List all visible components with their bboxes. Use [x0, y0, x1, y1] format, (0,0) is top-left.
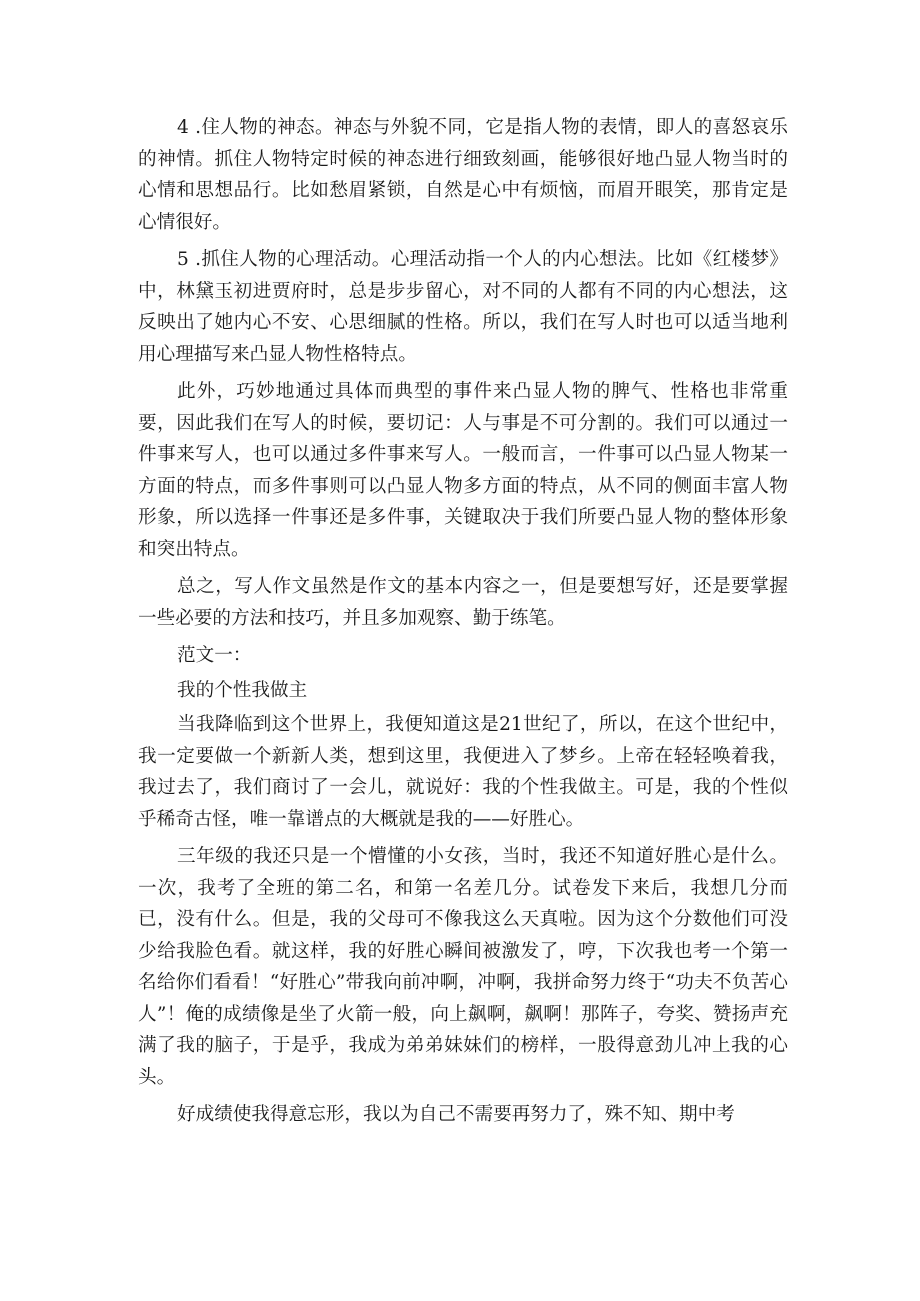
essay-paragraph-2: 三年级的我还只是一个懵懂的小女孩，当时，我还不知道好胜心是什么。一次，我考了全班的第二名，和第一名差几分。试卷发下来后，我想几分而已，没有什么。但是，我的父母可不像我这么天真啦。因为这个分数他们可没少给我脸色看。就这样，我的好胜心瞬间被激发了，哼，下次我也考一个第一名给你们看看！“好胜心”带我向前冲啊，冲啊，我拼命努力终于“功夫不负苦心人”！俺的成绩像是坐了火箭一般，向上飙啊，飙啊！那阵子，夸奖、赞扬声充满了我的脑子，于是乎，我成为弟弟妹妹们的榜样，一股得意劲儿冲上我的心头。 — [138, 846, 788, 1088]
essay-paragraph-1: 当我降临到这个世界上，我便知道这是21世纪了，所以，在这个世纪中，我一定要做一个新新人类，想到这里，我便进入了梦乡。上帝在轻轻唤着我，我过去了，我们商讨了一会儿，就说好：我的个性我做主。可是，我的个性似乎稀奇古怪，唯一靠谱点的大概就是我的——好胜心。 — [138, 714, 788, 830]
paragraph-psychological-activity: 5 .抓住人物的心理活动。心理活动指一个人的内心想法。比如《红楼梦》中，林黛玉初进贾府时，总是步步留心，对不同的人都有不同的内心想法，这反映出了她内心不安、心思细腻的性格。所以，我们在写人时也可以适当地利用心理描写来凸显人物性格特点。 — [138, 249, 788, 365]
sample-essay-label: 范文一： — [177, 645, 252, 666]
paragraph-character-expression: 4 .住人物的神态。神态与外貌不同，它是指人物的表情，即人的喜怒哀乐的神情。抓住人物特定时候的神态进行细致刻画，能够很好地凸显人物当时的心情和思想品行。比如愁眉紧锁，自然是心中有烦恼，而眉开眼笑，那肯定是心情很好。 — [138, 117, 788, 233]
paragraph-conclusion: 总之，写人作文虽然是作文的基本内容之一，但是要想写好，还是要掌握一些必要的方法和技巧，并且多加观察、勤于练笔。 — [138, 576, 788, 629]
paragraph-typical-events: 此外，巧妙地通过具体而典型的事件来凸显人物的脾气、性格也非常重要，因此我们在写人的时候，要切记：人与事是不可分割的。我们可以通过一件事来写人，也可以通过多件事来写人。一般而言，一件事可以凸显人物某一方面的特点，而多件事则可以凸显人物多方面的特点，从不同的侧面丰富人物形象，所以选择一件事还是多件事，关键取决于我们所要凸显人物的整体形象和突出特点。 — [138, 381, 788, 560]
essay-paragraph-3: 好成绩使我得意忘形，我以为自己不需要再努力了，殊不知、期中考 — [177, 1104, 735, 1125]
document-page — [138, 112, 788, 1137]
essay-title: 我的个性我做主 — [177, 679, 308, 701]
